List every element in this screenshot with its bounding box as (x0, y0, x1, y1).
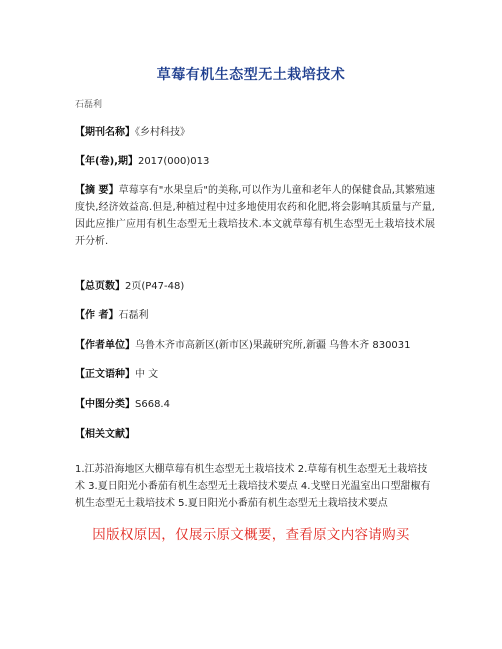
document-title: 草莓有机生态型无土栽培技术 (156, 67, 346, 83)
affiliation-value: 乌鲁木齐市高新区(新市区)果蔬研究所,新疆 乌鲁木齐 830031 (135, 340, 411, 351)
classification-label: 【中图分类】 (75, 399, 135, 410)
year-issue-label: 【年(卷),期】 (75, 156, 138, 167)
author-byline: 石磊利 (75, 100, 103, 110)
affiliation-label: 【作者单位】 (75, 340, 135, 351)
classification-value: S668.4 (135, 399, 170, 410)
author-value: 石磊利 (118, 310, 149, 321)
language-label: 【正文语种】 (75, 369, 135, 380)
pages-label: 【总页数】 (75, 281, 125, 292)
related-label: 【相关文献】 (75, 429, 135, 440)
abstract-text: 草莓享有"水果皇后"的美称,可以作为儿童和老年人的保健食品,其繁殖速度快,经济效益高.但是,种植过程中过多地使用农药和化肥,将会影响其质量与产量,因此应推广应用有机生态型无土栽培技术.本文就草莓有机生态型无土栽培技术展开分析. (75, 185, 435, 247)
copyright-notice: 因版权原因，仅展示原文概要，查看原文内容请购买 (92, 527, 410, 543)
abstract-row (75, 182, 435, 250)
pages-value: 2页(P47-48) (125, 281, 185, 292)
journal-row (75, 124, 435, 141)
year-issue-value: 2017(000)013 (137, 156, 210, 167)
language-value: 中 文 (135, 369, 159, 380)
abstract-label: 【摘 要】 (75, 185, 119, 196)
related-row (75, 426, 435, 443)
author-label: 【作 者】 (75, 310, 119, 321)
journal-label: 【期刊名称】 (75, 127, 135, 138)
classification-row (75, 396, 435, 413)
affiliation-row (75, 337, 435, 354)
journal-value: 《乡村科技》 (135, 127, 190, 138)
year-issue-row (75, 153, 435, 170)
author-row (75, 307, 435, 324)
language-row (75, 366, 435, 383)
pages-row (75, 278, 435, 295)
related-references: 1.江苏沿海地区大棚草莓有机生态型无土栽培技术 2.草莓有机生态型无土栽培技术 3.夏日阳光小番茄有机生态型无土栽培技术要点 4.戈壁日光温室出口型甜椒有机生态型无土栽培技术 5.夏日阳光小番茄有机生态型无土栽培技术要点 (75, 464, 431, 509)
